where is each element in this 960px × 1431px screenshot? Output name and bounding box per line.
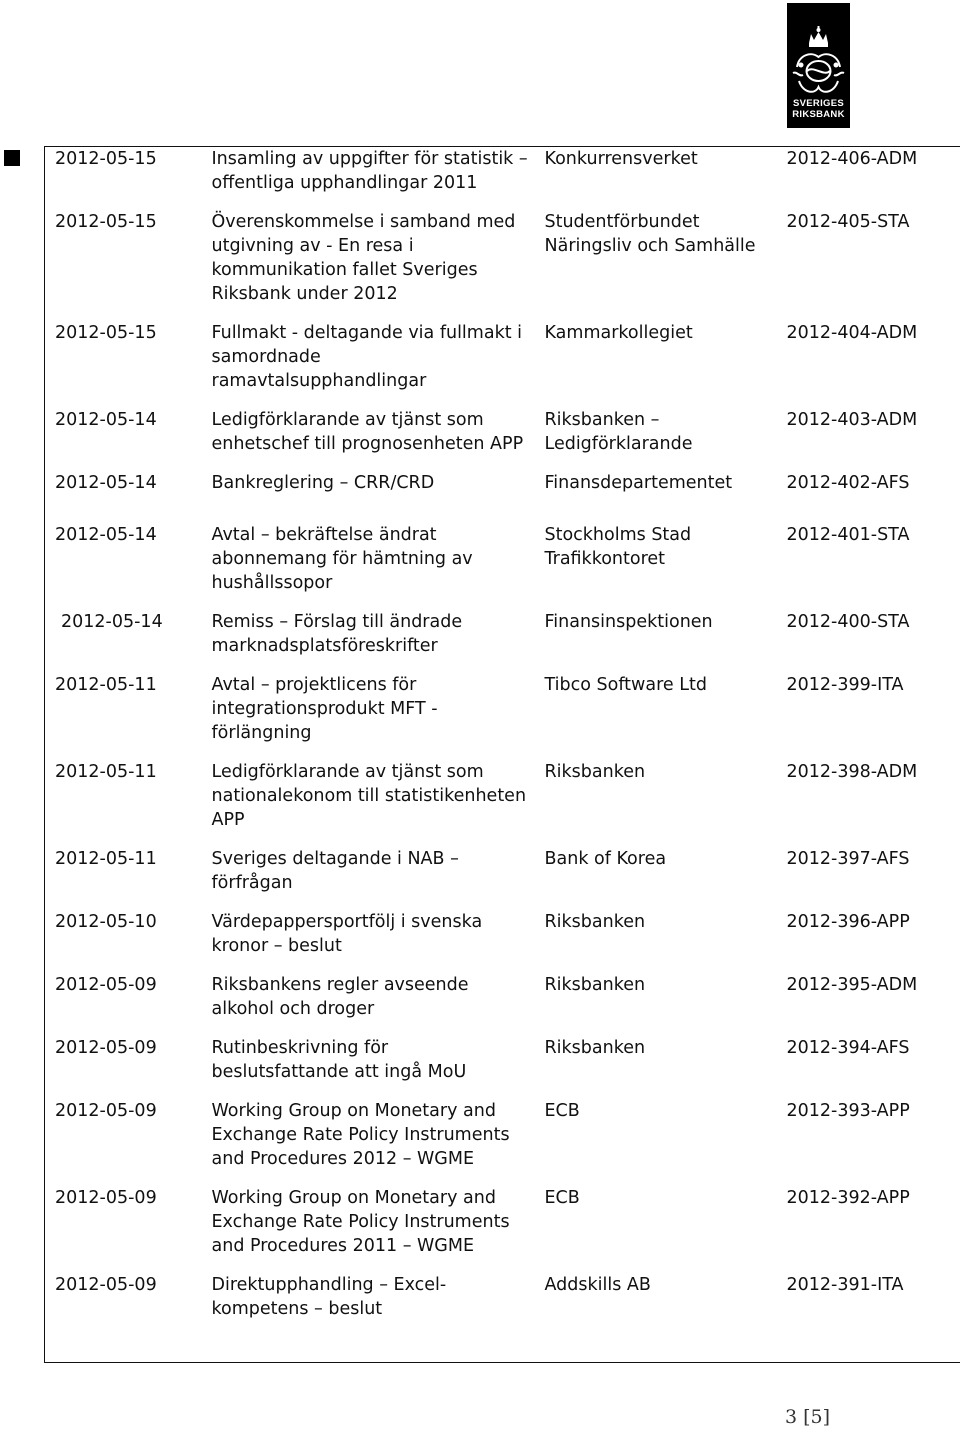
date-cell: 2012-05-14 [55, 409, 157, 430]
table-row [45, 910, 960, 973]
date-cell: 2012-05-11 [55, 848, 157, 869]
party-cell: Kammarkollegiet [544, 322, 693, 343]
reference-cell: 2012-406-ADM [786, 149, 918, 169]
reference-cell: 2012-397-AFS [786, 848, 910, 869]
table-row [45, 210, 960, 321]
description-cell: Riksbankens regler avseende alkohol och droger [211, 974, 469, 1019]
description-cell: Ledigförklarande av tjänst som nationalekonom till statistikenheten APP [211, 761, 527, 830]
date-cell: 2012-05-11 [55, 674, 157, 695]
description-cell: Working Group on Monetary and Exchange Rate Policy Instruments and Procedures 2011 – WGME [211, 1187, 510, 1256]
date-cell: 2012-05-09 [55, 974, 157, 995]
reference-cell: 2012-398-ADM [786, 761, 918, 782]
description-cell: Rutinbeskrivning för beslutsfattande att ingå MoU [211, 1037, 467, 1082]
description-cell: Värdepappersportfölj i svenska kronor – beslut [211, 911, 483, 956]
party-cell: Riksbanken [544, 761, 646, 782]
date-cell: 2012-05-15 [55, 149, 157, 169]
table-row [45, 1273, 960, 1363]
riksbank-logo [787, 3, 850, 128]
description-cell: Sveriges deltagande i NAB – förfrågan [211, 848, 459, 893]
table-row [45, 321, 960, 408]
reference-cell: 2012-394-AFS [786, 1037, 910, 1058]
description-cell: Working Group on Monetary and Exchange Rate Policy Instruments and Procedures 2012 – WGME [211, 1100, 510, 1169]
party-cell: ECB [544, 1187, 580, 1208]
reference-cell: 2012-401-STA [786, 524, 910, 545]
table-row [45, 471, 960, 523]
reference-cell: 2012-395-ADM [786, 974, 918, 995]
date-cell: 2012-05-09 [55, 1037, 157, 1058]
table-row [45, 610, 960, 673]
crown-emblem-icon [787, 21, 850, 101]
table-row [45, 1036, 960, 1099]
description-cell: Avtal – bekräftelse ändrat abonnemang för hämtning av hushållssopor [211, 524, 473, 593]
description-cell: Ledigförklarande av tjänst som enhetschef till prognosenheten APP [211, 409, 524, 454]
date-cell: 2012-05-15 [55, 322, 157, 343]
page-number: 3 [5] [785, 1406, 831, 1428]
table-row [45, 147, 960, 210]
date-cell: 2012-05-09 [55, 1100, 157, 1121]
date-cell: 2012-05-09 [55, 1187, 157, 1208]
reference-cell: 2012-391-ITA [786, 1274, 904, 1295]
reference-cell: 2012-400-STA [786, 611, 910, 632]
description-cell: Avtal – projektlicens för integrationsprodukt MFT - förlängning [211, 674, 438, 743]
description-cell: Fullmakt - deltagande via fullmakt i samordnade ramavtalsupphandlingar [211, 322, 522, 391]
party-cell: Riksbanken – Ledigförklarande [544, 409, 693, 454]
date-cell: 2012-05-14 [61, 611, 163, 632]
table-row [45, 847, 960, 910]
description-cell: Remiss – Förslag till ändrade marknadsplatsföreskrifter [211, 611, 463, 656]
party-cell: Stockholms Stad Trafikkontoret [544, 524, 692, 569]
party-cell: Finansdepartementet [544, 472, 733, 493]
document-register-table [44, 146, 960, 1363]
party-cell: ECB [544, 1100, 580, 1121]
date-cell: 2012-05-14 [55, 524, 157, 545]
party-cell: Finansinspektionen [544, 611, 713, 632]
table-row [45, 523, 960, 610]
party-cell: Tibco Software Ltd [544, 674, 707, 695]
party-cell: Addskills AB [544, 1274, 651, 1295]
reference-cell: 2012-396-APP [786, 911, 910, 932]
reference-cell: 2012-399-ITA [786, 674, 904, 695]
party-cell: Riksbanken [544, 974, 646, 995]
party-cell: Konkurrensverket [544, 149, 698, 169]
description-cell: Överenskommelse i samband med utgivning av - En resa i kommunikation fallet Sveriges Riksbank under 2012 [211, 211, 516, 304]
reference-cell: 2012-402-AFS [786, 472, 910, 493]
description-cell: Insamling av uppgifter för statistik – offentliga upphandlingar 2011 [211, 149, 528, 193]
reference-cell: 2012-405-STA [786, 211, 910, 232]
reference-cell: 2012-392-APP [786, 1187, 910, 1208]
description-cell: Bankreglering – CRR/CRD [211, 472, 435, 493]
party-cell: Studentförbundet Näringsliv och Samhälle [544, 211, 756, 256]
party-cell: Bank of Korea [544, 848, 667, 869]
reference-cell: 2012-403-ADM [786, 409, 918, 430]
party-cell: Riksbanken [544, 1037, 646, 1058]
table-row [45, 408, 960, 471]
table-row [45, 973, 960, 1036]
date-cell: 2012-05-11 [55, 761, 157, 782]
date-cell: 2012-05-15 [55, 211, 157, 232]
table-row [45, 673, 960, 760]
logo-text-line2: RIKSBANK [792, 109, 845, 120]
party-cell: Riksbanken [544, 911, 646, 932]
logo-text-line1: SVERIGES [793, 98, 844, 109]
section-marker [4, 150, 20, 166]
date-cell: 2012-05-14 [55, 472, 157, 493]
date-cell: 2012-05-09 [55, 1274, 157, 1295]
description-cell: Direktupphandling – Excel- kompetens – beslut [211, 1274, 447, 1319]
reference-cell: 2012-393-APP [786, 1100, 910, 1121]
table-row [45, 1186, 960, 1273]
table-row [45, 760, 960, 847]
table-row [45, 1099, 960, 1186]
date-cell: 2012-05-10 [55, 911, 157, 932]
reference-cell: 2012-404-ADM [786, 322, 918, 343]
